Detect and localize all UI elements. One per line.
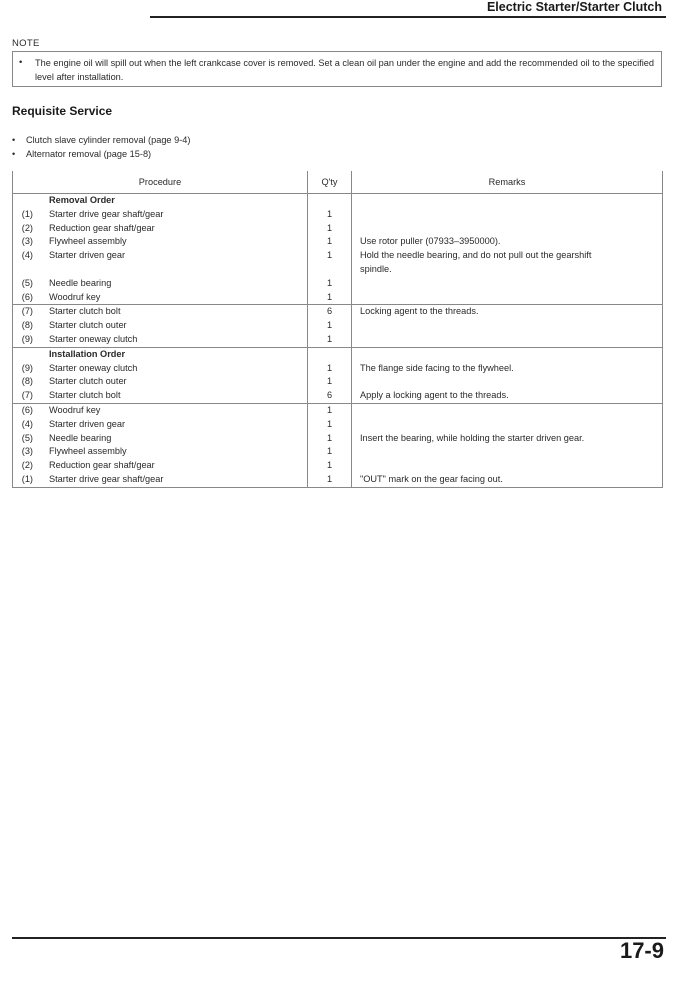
qty-value: 1 [326, 362, 333, 373]
header-qty: Q'ty [308, 171, 352, 194]
qty-value: 1 [326, 208, 333, 219]
qty-value: 1 [326, 432, 333, 443]
procedure-step: Reduction gear shaft/gear [49, 460, 155, 471]
qty-value: 1 [326, 404, 333, 415]
removal-order-title: Removal Order [49, 195, 115, 205]
page-header-title: Electric Starter/Starter Clutch [486, 0, 662, 14]
table-header-row [13, 171, 663, 194]
header-remarks: Remarks [352, 171, 663, 194]
qty-value: 1 [326, 460, 333, 471]
table-row-group: (9) (8) (7) Installation Order Starter oneway clutch Starter clutch outer Starter clutch bolt 1 1 6 The flange side facing to the flywheel. Apply a locking agent to the threads. [13, 347, 663, 403]
procedure-step: Needle bearing [49, 432, 112, 443]
qty-value: 1 [326, 320, 333, 331]
procedure-step: Starter clutch outer [49, 376, 127, 387]
qty-value: 1 [326, 291, 333, 302]
list-item: • Alternator removal (page 15-8) [12, 149, 152, 159]
procedure-step: Starter clutch outer [49, 320, 127, 331]
procedure-step: Starter oneway clutch [49, 362, 138, 373]
qty-value: 1 [326, 376, 333, 387]
procedure-table [12, 171, 663, 488]
qty-value: 6 [326, 390, 333, 401]
procedure-step: Woodruf key [49, 291, 101, 302]
note-bullet: • [19, 57, 23, 68]
qty-value: 1 [326, 418, 333, 429]
qty-value: 1 [326, 236, 333, 247]
procedure-step: Needle bearing [49, 277, 112, 288]
requisite-service-title: Requisite Service [12, 104, 113, 118]
remark-text: spindle. [360, 263, 392, 274]
procedure-step: Starter clutch bolt [49, 306, 121, 317]
remark-text: "OUT" mark on the gear facing out. [360, 473, 503, 484]
qty-value: 1 [326, 473, 333, 484]
header-procedure: Procedure [13, 171, 308, 194]
note-text: The engine oil will spill out when the left crankcase cover is removed. Set a clean oil pan under the engine and add the recommended oil to the specified level after installation. [35, 58, 654, 82]
page-number: 17-9 [619, 938, 664, 963]
table-row-group: (1) (2) (3) (4) (5) (6) Removal Order Starter drive gear shaft/gear Reduction gear shaft/gear Flywheel assembly Starter driven gear Needle bearing Woodruf key 1 1 1 1 1 1 Use rotor puller (07933–3950000). Hold the needle bearing, and do not pull out the gearshift spindle. [13, 194, 663, 305]
remark-text: Apply a locking agent to the threads. [360, 390, 509, 401]
procedure-step: Starter driven gear [49, 250, 126, 261]
remark-text: Insert the bearing, while holding the starter driven gear. [360, 432, 585, 443]
remark-text: Hold the needle bearing, and do not pull out the gearshift [360, 250, 592, 261]
procedure-step: Flywheel assembly [49, 236, 127, 247]
installation-order-title: Installation Order [49, 348, 126, 359]
footer-rule [12, 937, 666, 939]
remark-text: Locking agent to the threads. [360, 306, 479, 317]
qty-value: 1 [326, 277, 333, 288]
procedure-step: Starter oneway clutch [49, 333, 138, 344]
requisite-item-text: Alternator removal (page 15-8) [26, 149, 152, 159]
qty-value: 6 [326, 306, 333, 317]
procedure-step: Starter clutch bolt [49, 390, 121, 401]
procedure-step: Starter drive gear shaft/gear [49, 208, 164, 219]
procedure-step: Woodruf key [49, 404, 101, 415]
procedure-step: Flywheel assembly [49, 446, 127, 457]
requisite-item-text: Clutch slave cylinder removal (page 9-4) [26, 135, 191, 145]
remark-text: The flange side facing to the flywheel. [360, 362, 514, 373]
procedure-step: Starter driven gear [49, 418, 126, 429]
qty-value: 1 [326, 446, 333, 457]
qty-value: 1 [326, 250, 333, 261]
note-label: NOTE [12, 38, 40, 49]
note-box [12, 51, 662, 87]
header-rule [150, 16, 666, 18]
table-row-group: (7) (8) (9) Starter clutch bolt Starter clutch outer Starter oneway clutch 6 1 1 Locking agent to the threads. [13, 305, 663, 347]
list-item: • Clutch slave cylinder removal (page 9-4) [12, 135, 191, 145]
requisite-service-list [12, 133, 190, 161]
procedure-step: Starter drive gear shaft/gear [49, 473, 164, 484]
remark-text: Use rotor puller (07933–3950000). [360, 236, 501, 247]
procedure-step: Reduction gear shaft/gear [49, 222, 155, 233]
qty-value: 1 [326, 333, 333, 344]
table-row-group: (6) (4) (5) (3) (2) (1) Woodruf key Starter driven gear Needle bearing Flywheel assembly Reduction gear shaft/gear Starter drive gear shaft/gear 1 1 1 1 1 1 Insert the bearing, while holding the starter driven gear. "OUT" mark on the gear facing out. [13, 403, 663, 487]
qty-value: 1 [326, 222, 333, 233]
